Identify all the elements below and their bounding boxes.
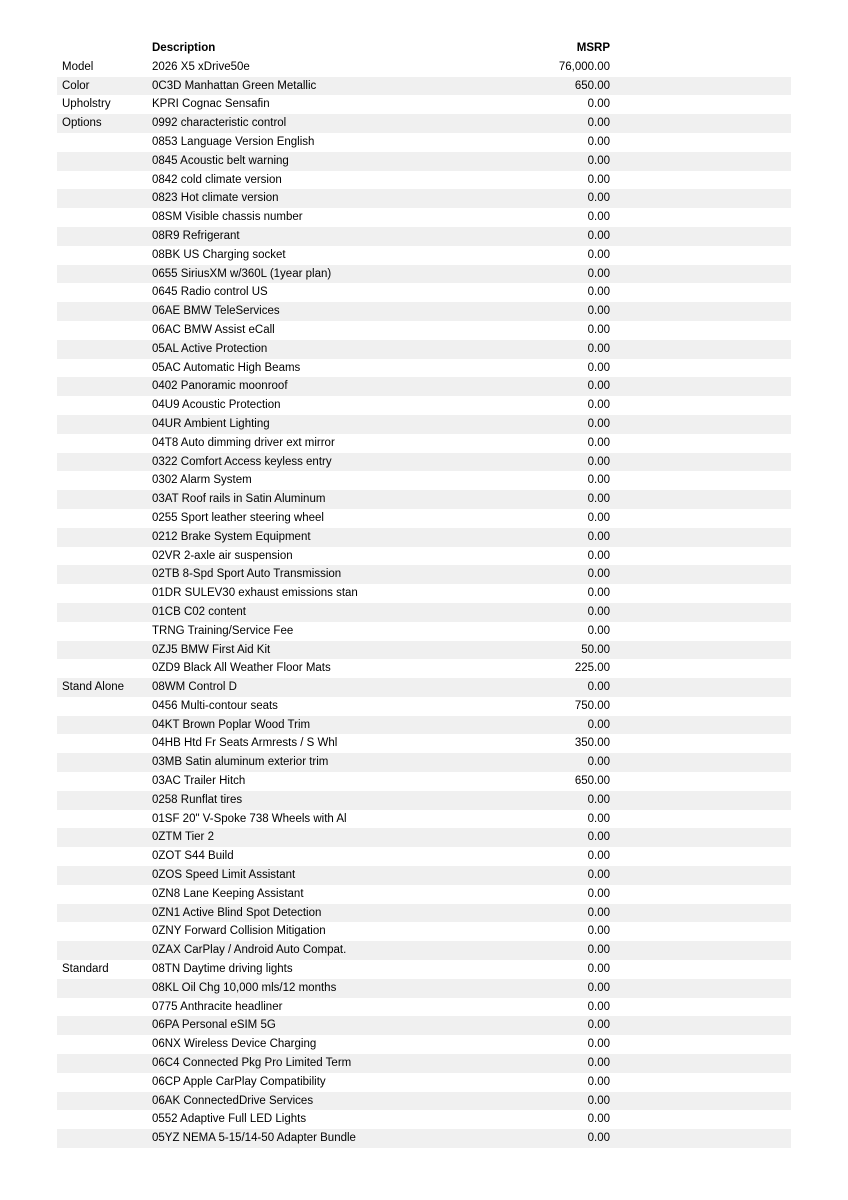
table-row: [57, 641, 791, 660]
spacer-cell: [613, 941, 791, 960]
spacer-cell: [613, 1016, 791, 1035]
msrp-cell: 0.00: [587, 1113, 610, 1126]
spacer-cell: [613, 246, 791, 265]
description-cell: 0845 Acoustic belt warning: [152, 154, 289, 167]
category-cell: [57, 377, 149, 396]
description-cell: 06CP Apple CarPlay Compatibility: [152, 1075, 326, 1088]
table-row: [57, 547, 791, 566]
msrp-cell: 650.00: [574, 775, 610, 788]
table-row: [57, 734, 791, 753]
table-row: [57, 1054, 791, 1073]
category-cell: [57, 904, 149, 923]
category-cell: [57, 302, 149, 321]
spacer-cell: [613, 885, 791, 904]
description-cell: 0853 Language Version English: [152, 135, 315, 148]
table-row: [57, 922, 791, 941]
category-cell: [57, 359, 149, 378]
category-cell: [57, 415, 149, 434]
spacer-cell: [613, 265, 791, 284]
spacer-cell: [613, 603, 791, 622]
table-row: [57, 659, 791, 678]
msrp-cell: 350.00: [574, 737, 610, 750]
description-cell: 0C3D Manhattan Green Metallic: [152, 79, 317, 92]
table-row: [57, 246, 791, 265]
category-cell: [57, 791, 149, 810]
spacer-cell: [613, 697, 791, 716]
category-cell: [57, 941, 149, 960]
category-cell: Stand Alone: [62, 681, 125, 694]
msrp-cell: 0.00: [587, 380, 610, 393]
description-cell: 05YZ NEMA 5-15/14-50 Adapter Bundle: [152, 1132, 356, 1145]
msrp-cell: 0.00: [587, 681, 610, 694]
msrp-cell: 0.00: [587, 1000, 610, 1013]
description-cell: 06C4 Connected Pkg Pro Limited Term: [152, 1057, 352, 1070]
msrp-column-header: MSRP: [576, 42, 610, 54]
msrp-cell: 0.00: [587, 417, 610, 430]
table-row: [57, 434, 791, 453]
table-row: [57, 58, 791, 77]
category-cell: [57, 471, 149, 490]
msrp-cell: 0.00: [587, 267, 610, 280]
category-cell: [57, 659, 149, 678]
description-cell: 08R9 Refrigerant: [152, 229, 240, 242]
description-cell: 0655 SiriusXM w/360L (1year plan): [152, 267, 332, 280]
spacer-cell: [613, 302, 791, 321]
description-cell: 0ZOS Speed Limit Assistant: [152, 869, 296, 882]
msrp-cell: 0.00: [587, 587, 610, 600]
spacer-cell: [613, 678, 791, 697]
msrp-cell: 0.00: [587, 248, 610, 261]
spacer-cell: [613, 1054, 791, 1073]
description-cell: 04KT Brown Poplar Wood Trim: [152, 718, 311, 731]
description-cell: KPRI Cognac Sensafin: [152, 98, 270, 111]
msrp-cell: 0.00: [587, 117, 610, 130]
msrp-cell: 0.00: [587, 944, 610, 957]
category-cell: [57, 622, 149, 641]
spacer-cell: [613, 227, 791, 246]
spacer-cell: [613, 509, 791, 528]
category-cell: [57, 340, 149, 359]
spacer-cell: [613, 528, 791, 547]
category-cell: [57, 734, 149, 753]
description-cell: 01SF 20" V-Spoke 738 Wheels with Al: [152, 812, 347, 825]
msrp-cell: 0.00: [587, 135, 610, 148]
msrp-cell: 0.00: [587, 1019, 610, 1032]
spacer-cell: [613, 791, 791, 810]
description-cell: 06PA Personal eSIM 5G: [152, 1019, 276, 1032]
table-row: [57, 791, 791, 810]
table-row: [57, 979, 791, 998]
spacer-cell: [613, 208, 791, 227]
description-cell: 04U9 Acoustic Protection: [152, 399, 281, 412]
spacer-cell: [613, 1073, 791, 1092]
category-cell: Color: [62, 79, 90, 92]
category-cell: [57, 922, 149, 941]
spacer-cell: [613, 922, 791, 941]
table-row: [57, 941, 791, 960]
msrp-cell: 50.00: [581, 643, 610, 656]
table-row: [57, 753, 791, 772]
table-row: [57, 1073, 791, 1092]
msrp-cell: 0.00: [587, 624, 610, 637]
table-row: [57, 1092, 791, 1111]
msrp-cell: 0.00: [587, 323, 610, 336]
category-cell: [57, 490, 149, 509]
description-cell: 0645 Radio control US: [152, 286, 268, 299]
msrp-cell: 0.00: [587, 173, 610, 186]
spacer-cell: [613, 77, 791, 96]
table-row: [57, 321, 791, 340]
table-row: [57, 885, 791, 904]
description-cell: 0255 Sport leather steering wheel: [152, 511, 324, 524]
spacer-cell: [613, 396, 791, 415]
spacer-cell: [613, 828, 791, 847]
category-cell: [57, 1073, 149, 1092]
table-row: [57, 265, 791, 284]
category-cell: [57, 828, 149, 847]
table-row: [57, 114, 791, 133]
spacer-cell: [613, 1035, 791, 1054]
category-cell: [57, 603, 149, 622]
spacer-cell: [613, 1092, 791, 1111]
msrp-cell: 0.00: [587, 549, 610, 562]
msrp-cell: 0.00: [587, 511, 610, 524]
description-cell: 03MB Satin aluminum exterior trim: [152, 756, 329, 769]
msrp-cell: 0.00: [587, 154, 610, 167]
table-row: [57, 828, 791, 847]
msrp-cell: 0.00: [587, 1057, 610, 1070]
table-row: [57, 565, 791, 584]
category-cell: [57, 979, 149, 998]
table-row: [57, 960, 791, 979]
description-cell: 08TN Daytime driving lights: [152, 963, 293, 976]
table-row: [57, 171, 791, 190]
spacer-cell: [613, 490, 791, 509]
category-cell: [57, 716, 149, 735]
spacer-cell: [613, 810, 791, 829]
msrp-cell: 0.00: [587, 1094, 610, 1107]
table-row: [57, 1110, 791, 1129]
msrp-cell: 0.00: [587, 530, 610, 543]
spacer-cell: [613, 377, 791, 396]
description-cell: 0ZOT S44 Build: [152, 850, 234, 863]
spacer-column-header: [613, 39, 791, 58]
table-row: [57, 415, 791, 434]
description-cell: 04T8 Auto dimming driver ext mirror: [152, 436, 335, 449]
description-cell: 04UR Ambient Lighting: [152, 417, 270, 430]
category-cell: [57, 547, 149, 566]
spacer-cell: [613, 415, 791, 434]
table-row: [57, 359, 791, 378]
table-row: [57, 152, 791, 171]
category-cell: [57, 1110, 149, 1129]
msrp-cell: 0.00: [587, 718, 610, 731]
category-cell: [57, 265, 149, 284]
spacer-cell: [613, 189, 791, 208]
table-row: [57, 189, 791, 208]
category-cell: [57, 227, 149, 246]
description-cell: 08KL Oil Chg 10,000 mls/12 months: [152, 981, 337, 994]
spacer-cell: [613, 998, 791, 1017]
description-cell: 08WM Control D: [152, 681, 237, 694]
description-cell: 05AL Active Protection: [152, 342, 268, 355]
category-cell: [57, 565, 149, 584]
category-cell: [57, 189, 149, 208]
category-cell: [57, 208, 149, 227]
table-row: [57, 998, 791, 1017]
spacer-cell: [613, 584, 791, 603]
msrp-cell: 0.00: [587, 981, 610, 994]
table-row: [57, 603, 791, 622]
description-cell: 08SM Visible chassis number: [152, 211, 303, 224]
description-cell: 0258 Runflat tires: [152, 793, 243, 806]
category-cell: [57, 866, 149, 885]
msrp-cell: 0.00: [587, 399, 610, 412]
table-row: [57, 810, 791, 829]
description-cell: 02VR 2-axle air suspension: [152, 549, 293, 562]
table-body: [57, 58, 791, 1148]
description-cell: 0456 Multi-contour seats: [152, 699, 278, 712]
spacer-cell: [613, 979, 791, 998]
description-cell: 05AC Automatic High Beams: [152, 361, 301, 374]
category-cell: [57, 885, 149, 904]
msrp-cell: 0.00: [587, 1075, 610, 1088]
spacer-cell: [613, 133, 791, 152]
description-cell: 06NX Wireless Device Charging: [152, 1038, 317, 1051]
msrp-cell: 0.00: [587, 474, 610, 487]
spacer-cell: [613, 565, 791, 584]
spacer-cell: [613, 114, 791, 133]
spacer-cell: [613, 716, 791, 735]
category-cell: [57, 998, 149, 1017]
spacer-cell: [613, 547, 791, 566]
spacer-cell: [613, 904, 791, 923]
msrp-cell: 0.00: [587, 906, 610, 919]
table-row: [57, 584, 791, 603]
msrp-cell: 0.00: [587, 455, 610, 468]
description-cell: 0ZN8 Lane Keeping Assistant: [152, 887, 304, 900]
description-cell: 02TB 8-Spd Sport Auto Transmission: [152, 568, 342, 581]
category-cell: [57, 152, 149, 171]
description-cell: 03AT Roof rails in Satin Aluminum: [152, 493, 326, 506]
msrp-cell: 225.00: [574, 662, 610, 675]
msrp-cell: 0.00: [587, 850, 610, 863]
table-row: [57, 453, 791, 472]
spacer-cell: [613, 171, 791, 190]
msrp-cell: 76,000.00: [558, 60, 610, 73]
msrp-cell: 0.00: [587, 812, 610, 825]
description-cell: 0775 Anthracite headliner: [152, 1000, 283, 1013]
vehicle-options-table: [57, 39, 791, 1148]
description-cell: 0552 Adaptive Full LED Lights: [152, 1113, 307, 1126]
msrp-cell: 0.00: [587, 361, 610, 374]
msrp-cell: 0.00: [587, 831, 610, 844]
msrp-cell: 0.00: [587, 229, 610, 242]
description-cell: 2026 X5 xDrive50e: [152, 60, 250, 73]
category-cell: [57, 641, 149, 660]
category-cell: Standard: [62, 963, 109, 976]
description-cell: 0842 cold climate version: [152, 173, 282, 186]
spacer-cell: [613, 960, 791, 979]
msrp-cell: 0.00: [587, 869, 610, 882]
table-row: [57, 396, 791, 415]
description-column-header: Description: [152, 42, 216, 54]
table-row: [57, 77, 791, 96]
table-row: [57, 1016, 791, 1035]
spacer-cell: [613, 866, 791, 885]
description-cell: 0ZAX CarPlay / Android Auto Compat.: [152, 944, 347, 957]
description-cell: 0ZN1 Active Blind Spot Detection: [152, 906, 322, 919]
table-row: [57, 716, 791, 735]
category-cell: Upholstry: [62, 98, 111, 111]
category-cell: [57, 321, 149, 340]
table-row: [57, 528, 791, 547]
msrp-cell: 0.00: [587, 793, 610, 806]
category-cell: [57, 772, 149, 791]
description-cell: 0823 Hot climate version: [152, 192, 279, 205]
table-row: [57, 1035, 791, 1054]
msrp-cell: 0.00: [587, 342, 610, 355]
description-cell: 0322 Comfort Access keyless entry: [152, 455, 332, 468]
category-cell: [57, 584, 149, 603]
category-cell: [57, 1035, 149, 1054]
description-cell: 0402 Panoramic moonroof: [152, 380, 288, 393]
spacer-cell: [613, 659, 791, 678]
spacer-cell: [613, 359, 791, 378]
category-cell: Options: [62, 117, 102, 130]
category-cell: [57, 753, 149, 772]
category-cell: [57, 847, 149, 866]
table-row: [57, 208, 791, 227]
table-row: [57, 904, 791, 923]
spacer-cell: [613, 847, 791, 866]
table-row: [57, 471, 791, 490]
description-cell: 08BK US Charging socket: [152, 248, 286, 261]
spacer-cell: [613, 753, 791, 772]
msrp-cell: 750.00: [574, 699, 610, 712]
spacer-cell: [613, 95, 791, 114]
spacer-cell: [613, 1129, 791, 1148]
spacer-cell: [613, 453, 791, 472]
table-header-row: [57, 39, 791, 58]
description-cell: 0302 Alarm System: [152, 474, 252, 487]
description-cell: 0ZTM Tier 2: [152, 831, 214, 844]
category-cell: [57, 453, 149, 472]
description-cell: 06AC BMW Assist eCall: [152, 323, 275, 336]
msrp-cell: 0.00: [587, 605, 610, 618]
table-row: [57, 133, 791, 152]
msrp-cell: 0.00: [587, 436, 610, 449]
category-cell: [57, 810, 149, 829]
msrp-cell: 0.00: [587, 1132, 610, 1145]
category-cell: [57, 283, 149, 302]
category-cell: [57, 133, 149, 152]
table-row: [57, 377, 791, 396]
table-row: [57, 697, 791, 716]
msrp-cell: 0.00: [587, 568, 610, 581]
table-row: [57, 509, 791, 528]
spacer-cell: [613, 434, 791, 453]
description-cell: 06AK ConnectedDrive Services: [152, 1094, 314, 1107]
msrp-cell: 0.00: [587, 925, 610, 938]
spacer-cell: [613, 58, 791, 77]
category-column-header: [57, 39, 149, 58]
msrp-cell: 0.00: [587, 98, 610, 111]
category-cell: [57, 1129, 149, 1148]
description-cell: 0ZNY Forward Collision Mitigation: [152, 925, 326, 938]
spacer-cell: [613, 772, 791, 791]
table-row: [57, 302, 791, 321]
spacer-cell: [613, 622, 791, 641]
spacer-cell: [613, 321, 791, 340]
msrp-cell: 650.00: [574, 79, 610, 92]
table-row: [57, 340, 791, 359]
description-cell: 01CB C02 content: [152, 605, 246, 618]
spacer-cell: [613, 340, 791, 359]
spacer-cell: [613, 283, 791, 302]
msrp-cell: 0.00: [587, 305, 610, 318]
category-cell: [57, 1054, 149, 1073]
description-cell: 04HB Htd Fr Seats Armrests / S Whl: [152, 737, 338, 750]
description-cell: 03AC Trailer Hitch: [152, 775, 246, 788]
msrp-cell: 0.00: [587, 211, 610, 224]
category-cell: [57, 697, 149, 716]
table-row: [57, 772, 791, 791]
description-cell: 06AE BMW TeleServices: [152, 305, 280, 318]
category-cell: [57, 434, 149, 453]
msrp-cell: 0.00: [587, 192, 610, 205]
table-row: [57, 847, 791, 866]
category-cell: [57, 509, 149, 528]
table-row: [57, 622, 791, 641]
msrp-cell: 0.00: [587, 1038, 610, 1051]
table-row: [57, 283, 791, 302]
description-cell: 0212 Brake System Equipment: [152, 530, 311, 543]
spacer-cell: [613, 641, 791, 660]
spacer-cell: [613, 734, 791, 753]
category-cell: [57, 528, 149, 547]
table-row: [57, 227, 791, 246]
spacer-cell: [613, 1110, 791, 1129]
category-cell: [57, 246, 149, 265]
description-cell: 0992 characteristic control: [152, 117, 287, 130]
category-cell: [57, 1092, 149, 1111]
description-cell: 0ZJ5 BMW First Aid Kit: [152, 643, 271, 656]
category-cell: Model: [62, 60, 94, 73]
description-cell: 0ZD9 Black All Weather Floor Mats: [152, 662, 331, 675]
table-row: [57, 1129, 791, 1148]
description-cell: 01DR SULEV30 exhaust emissions stan: [152, 587, 358, 600]
spacer-cell: [613, 471, 791, 490]
category-cell: [57, 171, 149, 190]
msrp-cell: 0.00: [587, 963, 610, 976]
table-row: [57, 678, 791, 697]
category-cell: [57, 396, 149, 415]
msrp-cell: 0.00: [587, 887, 610, 900]
msrp-cell: 0.00: [587, 286, 610, 299]
table-row: [57, 95, 791, 114]
table-row: [57, 866, 791, 885]
msrp-cell: 0.00: [587, 493, 610, 506]
description-cell: TRNG Training/Service Fee: [152, 624, 294, 637]
spacer-cell: [613, 152, 791, 171]
msrp-cell: 0.00: [587, 756, 610, 769]
table-row: [57, 490, 791, 509]
category-cell: [57, 1016, 149, 1035]
